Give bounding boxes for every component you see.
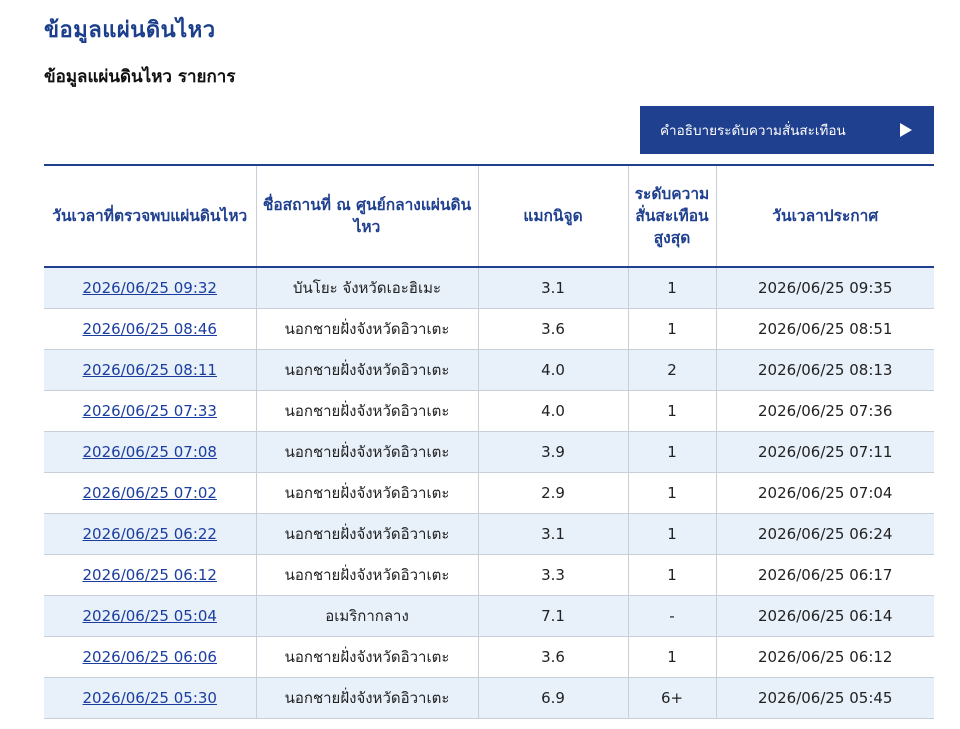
- table-row: [44, 514, 934, 555]
- detection-time-link[interactable]: 2026/06/25 06:06: [82, 648, 217, 666]
- earthquake-table: [44, 164, 934, 719]
- table-row: [44, 637, 934, 678]
- table-row: [44, 555, 934, 596]
- cell-detection-time: [44, 432, 256, 473]
- table-row: [44, 473, 934, 514]
- cell-published-time: 2026/06/25 07:36: [716, 391, 934, 432]
- cell-detection-time: [44, 391, 256, 432]
- detection-time-link[interactable]: 2026/06/25 07:08: [82, 443, 217, 461]
- intensity-explanation-label: คำอธิบายระดับความสั่นสะเทือน: [660, 123, 846, 139]
- page-title: ข้อมูลแผ่นดินไหว: [44, 18, 216, 43]
- list-subtitle: ข้อมูลแผ่นดินไหว รายการ: [44, 67, 236, 87]
- earthquake-table-body: [44, 267, 934, 719]
- cell-detection-time: [44, 637, 256, 678]
- cell-epicenter-place: นอกชายฝั่งจังหวัดอิวาเตะ: [256, 473, 478, 514]
- cell-magnitude: 6.9: [478, 678, 628, 719]
- cell-magnitude: 3.3: [478, 555, 628, 596]
- detection-time-link[interactable]: 2026/06/25 08:11: [82, 361, 217, 379]
- cell-max-intensity: 1: [628, 514, 716, 555]
- table-row: [44, 267, 934, 309]
- cell-epicenter-place: อเมริกากลาง: [256, 596, 478, 637]
- cell-max-intensity: 2: [628, 350, 716, 391]
- cell-magnitude: 3.1: [478, 514, 628, 555]
- header-published-time: วันเวลาประกาศ: [716, 165, 934, 267]
- table-row: [44, 391, 934, 432]
- cell-published-time: 2026/06/25 05:45: [716, 678, 934, 719]
- cell-published-time: 2026/06/25 06:12: [716, 637, 934, 678]
- cell-max-intensity: 1: [628, 473, 716, 514]
- detection-time-link[interactable]: 2026/06/25 09:32: [82, 279, 217, 297]
- header-magnitude: แมกนิจูด: [478, 165, 628, 267]
- cell-published-time: 2026/06/25 07:11: [716, 432, 934, 473]
- cell-epicenter-place: นอกชายฝั่งจังหวัดอิวาเตะ: [256, 432, 478, 473]
- cell-max-intensity: 1: [628, 432, 716, 473]
- cell-magnitude: 4.0: [478, 350, 628, 391]
- cell-magnitude: 7.1: [478, 596, 628, 637]
- cell-epicenter-place: นอกชายฝั่งจังหวัดอิวาเตะ: [256, 309, 478, 350]
- cell-published-time: 2026/06/25 08:13: [716, 350, 934, 391]
- table-row: [44, 596, 934, 637]
- cell-epicenter-place: นอกชายฝั่งจังหวัดอิวาเตะ: [256, 514, 478, 555]
- cell-detection-time: [44, 514, 256, 555]
- cell-epicenter-place: นอกชายฝั่งจังหวัดอิวาเตะ: [256, 678, 478, 719]
- detection-time-link[interactable]: 2026/06/25 08:46: [82, 320, 217, 338]
- play-arrow-icon: [900, 123, 912, 137]
- header-max-intensity: ระดับความสั่นสะเทือนสูงสุด: [628, 165, 716, 267]
- detection-time-link[interactable]: 2026/06/25 05:04: [82, 607, 217, 625]
- cell-detection-time: [44, 596, 256, 637]
- table-row: [44, 350, 934, 391]
- cell-published-time: 2026/06/25 07:04: [716, 473, 934, 514]
- cell-detection-time: [44, 555, 256, 596]
- cell-max-intensity: 6+: [628, 678, 716, 719]
- cell-detection-time: [44, 267, 256, 309]
- detection-time-link[interactable]: 2026/06/25 07:02: [82, 484, 217, 502]
- cell-max-intensity: -: [628, 596, 716, 637]
- cell-detection-time: [44, 350, 256, 391]
- detection-time-link[interactable]: 2026/06/25 05:30: [82, 689, 217, 707]
- detection-time-link[interactable]: 2026/06/25 06:12: [82, 566, 217, 584]
- cell-published-time: 2026/06/25 08:51: [716, 309, 934, 350]
- cell-epicenter-place: บันโยะ จังหวัดเอะฮิเมะ: [256, 267, 478, 309]
- cell-published-time: 2026/06/25 09:35: [716, 267, 934, 309]
- detection-time-link[interactable]: 2026/06/25 07:33: [82, 402, 217, 420]
- cell-published-time: 2026/06/25 06:17: [716, 555, 934, 596]
- cell-detection-time: [44, 678, 256, 719]
- cell-max-intensity: 1: [628, 555, 716, 596]
- cell-published-time: 2026/06/25 06:24: [716, 514, 934, 555]
- cell-detection-time: [44, 473, 256, 514]
- table-row: [44, 432, 934, 473]
- cell-epicenter-place: นอกชายฝั่งจังหวัดอิวาเตะ: [256, 637, 478, 678]
- cell-epicenter-place: นอกชายฝั่งจังหวัดอิวาเตะ: [256, 350, 478, 391]
- intensity-explanation-button[interactable]: [640, 106, 934, 154]
- cell-magnitude: 2.9: [478, 473, 628, 514]
- table-header-row: [44, 165, 934, 267]
- cell-published-time: 2026/06/25 06:14: [716, 596, 934, 637]
- header-epicenter-place: ชื่อสถานที่ ณ ศูนย์กลางแผ่นดินไหว: [256, 165, 478, 267]
- cell-max-intensity: 1: [628, 267, 716, 309]
- header-detection-time: วันเวลาที่ตรวจพบแผ่นดินไหว: [44, 165, 256, 267]
- cell-detection-time: [44, 309, 256, 350]
- detection-time-link[interactable]: 2026/06/25 06:22: [82, 525, 217, 543]
- cell-magnitude: 3.9: [478, 432, 628, 473]
- cell-max-intensity: 1: [628, 637, 716, 678]
- cell-epicenter-place: นอกชายฝั่งจังหวัดอิวาเตะ: [256, 555, 478, 596]
- cell-magnitude: 3.6: [478, 309, 628, 350]
- cell-epicenter-place: นอกชายฝั่งจังหวัดอิวาเตะ: [256, 391, 478, 432]
- cell-magnitude: 4.0: [478, 391, 628, 432]
- cell-magnitude: 3.6: [478, 637, 628, 678]
- cell-max-intensity: 1: [628, 391, 716, 432]
- table-row: [44, 678, 934, 719]
- table-row: [44, 309, 934, 350]
- cell-magnitude: 3.1: [478, 267, 628, 309]
- cell-max-intensity: 1: [628, 309, 716, 350]
